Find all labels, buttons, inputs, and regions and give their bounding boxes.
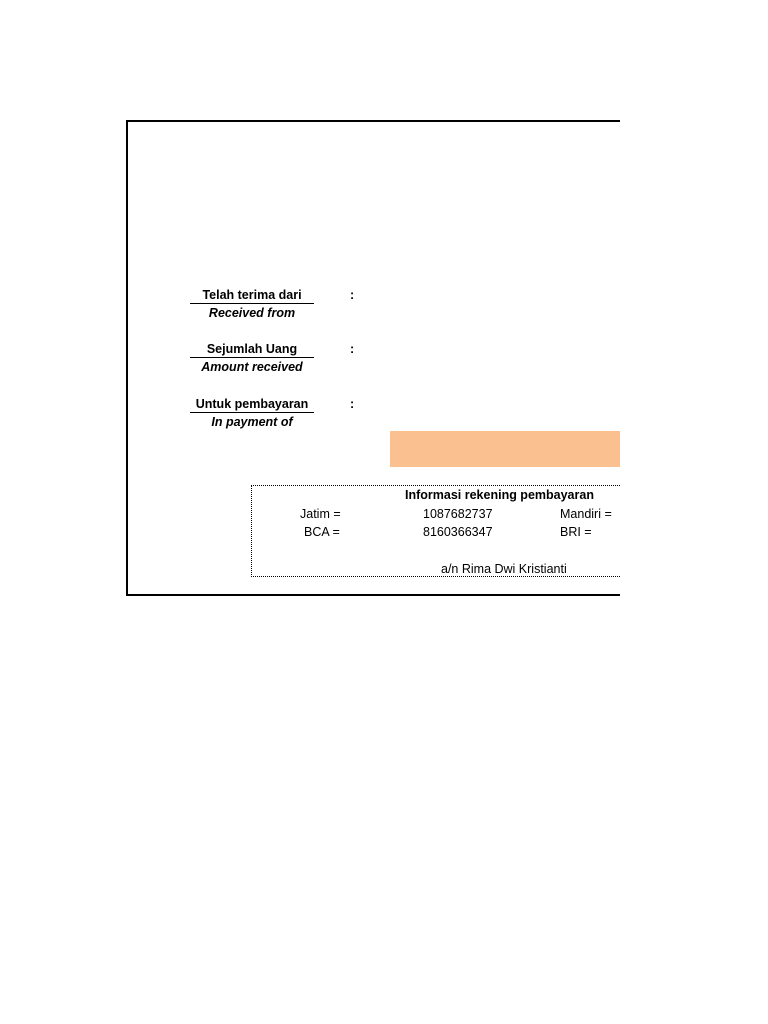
amount-received-sublabel: Amount received: [201, 360, 303, 374]
bank-account-bca: 8160366347: [423, 525, 493, 539]
amount-received-label: Sejumlah Uang: [190, 341, 314, 358]
bank-account-jatim: 1087682737: [423, 507, 493, 521]
bank-name-bri: BRI =: [560, 525, 592, 539]
received-from-label: Telah terima dari: [190, 287, 314, 304]
payment-purpose-label: Untuk pembayaran: [190, 396, 314, 413]
payment-purpose-sublabel: In payment of: [211, 415, 293, 429]
amount-received-colon: :: [350, 342, 355, 356]
received-from-sublabel: Received from: [208, 306, 296, 320]
received-from-colon: :: [350, 288, 355, 302]
amount-highlight-box: [390, 431, 620, 467]
bank-name-mandiri: Mandiri =: [560, 507, 612, 521]
bank-name-bca: BCA =: [304, 525, 340, 539]
bank-name-jatim: Jatim =: [300, 507, 341, 521]
payment-purpose-colon: :: [350, 397, 355, 411]
bank-info-title: Informasi rekening pembayaran: [405, 488, 594, 502]
account-holder: a/n Rima Dwi Kristianti: [441, 562, 567, 576]
